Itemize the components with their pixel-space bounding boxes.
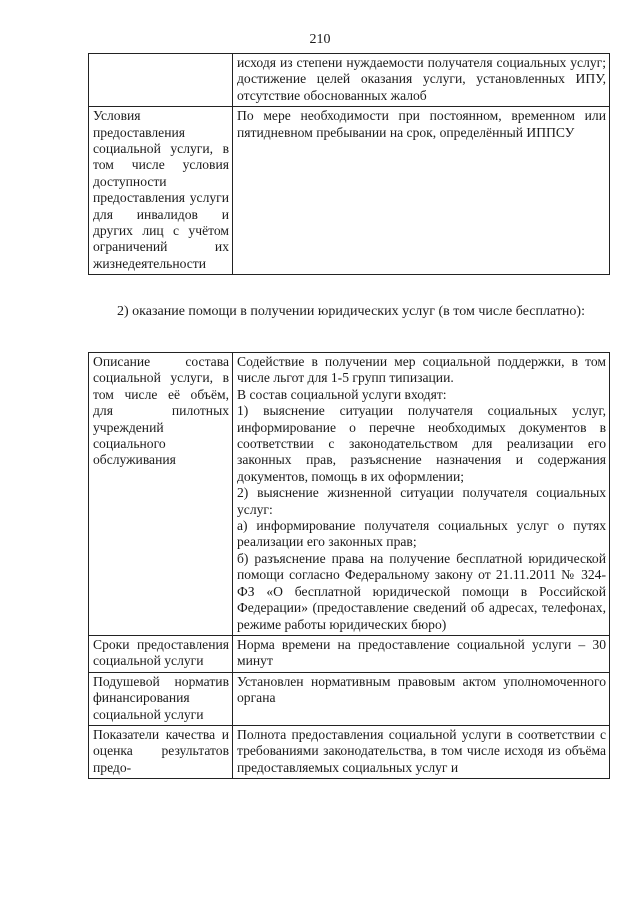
row-label: Условия предоставления социальной услуги, в том числе условия доступности предоставления услуги для инвалидов и других лиц с учётом ограничений их жизнедеятельности xyxy=(89,107,233,275)
table-row xyxy=(89,54,610,107)
legal-help-service-table xyxy=(88,352,610,779)
row-text: Полнота предоставления социальной услуги в соответствии с требованиями законодательства, в том числе исходя из объёма предоставляемых социальных услуг и xyxy=(233,725,610,778)
table-row xyxy=(89,107,610,275)
service-table-continued xyxy=(88,53,610,275)
row-text: Норма времени на предоставление социальной услуги – 30 минут xyxy=(233,635,610,672)
row-label: Описание состава социальной услуги, в том числе её объём, для пилотных учреждений социального обслуживания xyxy=(89,353,233,636)
service-description-line: 1) выяснение ситуации получателя социальных услуг, информирование о перечне необходимых документов в соответствии с законодательством для реализации его законных прав, разъяснение назначения и содержания документов, помощь в их оформлении; xyxy=(237,403,606,484)
row-label: Показатели качества и оценка результатов предо- xyxy=(89,725,233,778)
service-description-line: а) информирование получателя социальных услуг о путях реализации его законных прав; xyxy=(237,518,606,550)
table-row xyxy=(89,635,610,672)
page-number: 210 xyxy=(309,32,331,47)
row-text: Установлен нормативным правовым актом уполномоченного органа xyxy=(233,672,610,725)
service-description-line: В состав социальной услуги входят: xyxy=(237,386,447,402)
row-label: Подушевой норматив финансирования социальной услуги xyxy=(89,672,233,725)
row-label: Сроки предоставления социальной услуги xyxy=(89,635,233,672)
row-text: исходя из степени нуждаемости получателя социальных услуг; достижение целей оказания услуги, установленных ИПУ, отсутствие обоснованных жалоб xyxy=(233,54,610,107)
service-description-line: б) разъяснение права на получение бесплатной юридической помощи согласно Федеральному закону от 21.11.2011 № 324-ФЗ «О бесплатной юридической помощи в Российской Федерации» (предоставление сведений об адресах, телефонах, режиме работы юридических бюро) xyxy=(237,550,606,632)
service-description-line: Содействие в получении мер социальной поддержки, в том числе льгот для 1-5 групп типизации. xyxy=(237,354,606,386)
row-text xyxy=(233,353,610,636)
table-row xyxy=(89,353,610,636)
table-row xyxy=(89,672,610,725)
table-row xyxy=(89,725,610,778)
row-label xyxy=(89,54,233,107)
section-heading-paragraph: 2) оказание помощи в получении юридических услуг (в том числе бесплатно): xyxy=(117,304,585,319)
row-text: По мере необходимости при постоянном, временном или пятидневном пребывании на срок, определённый ИППСУ xyxy=(233,107,610,275)
service-description-line: 2) выяснение жизненной ситуации получателя социальных услуг: xyxy=(237,485,606,517)
